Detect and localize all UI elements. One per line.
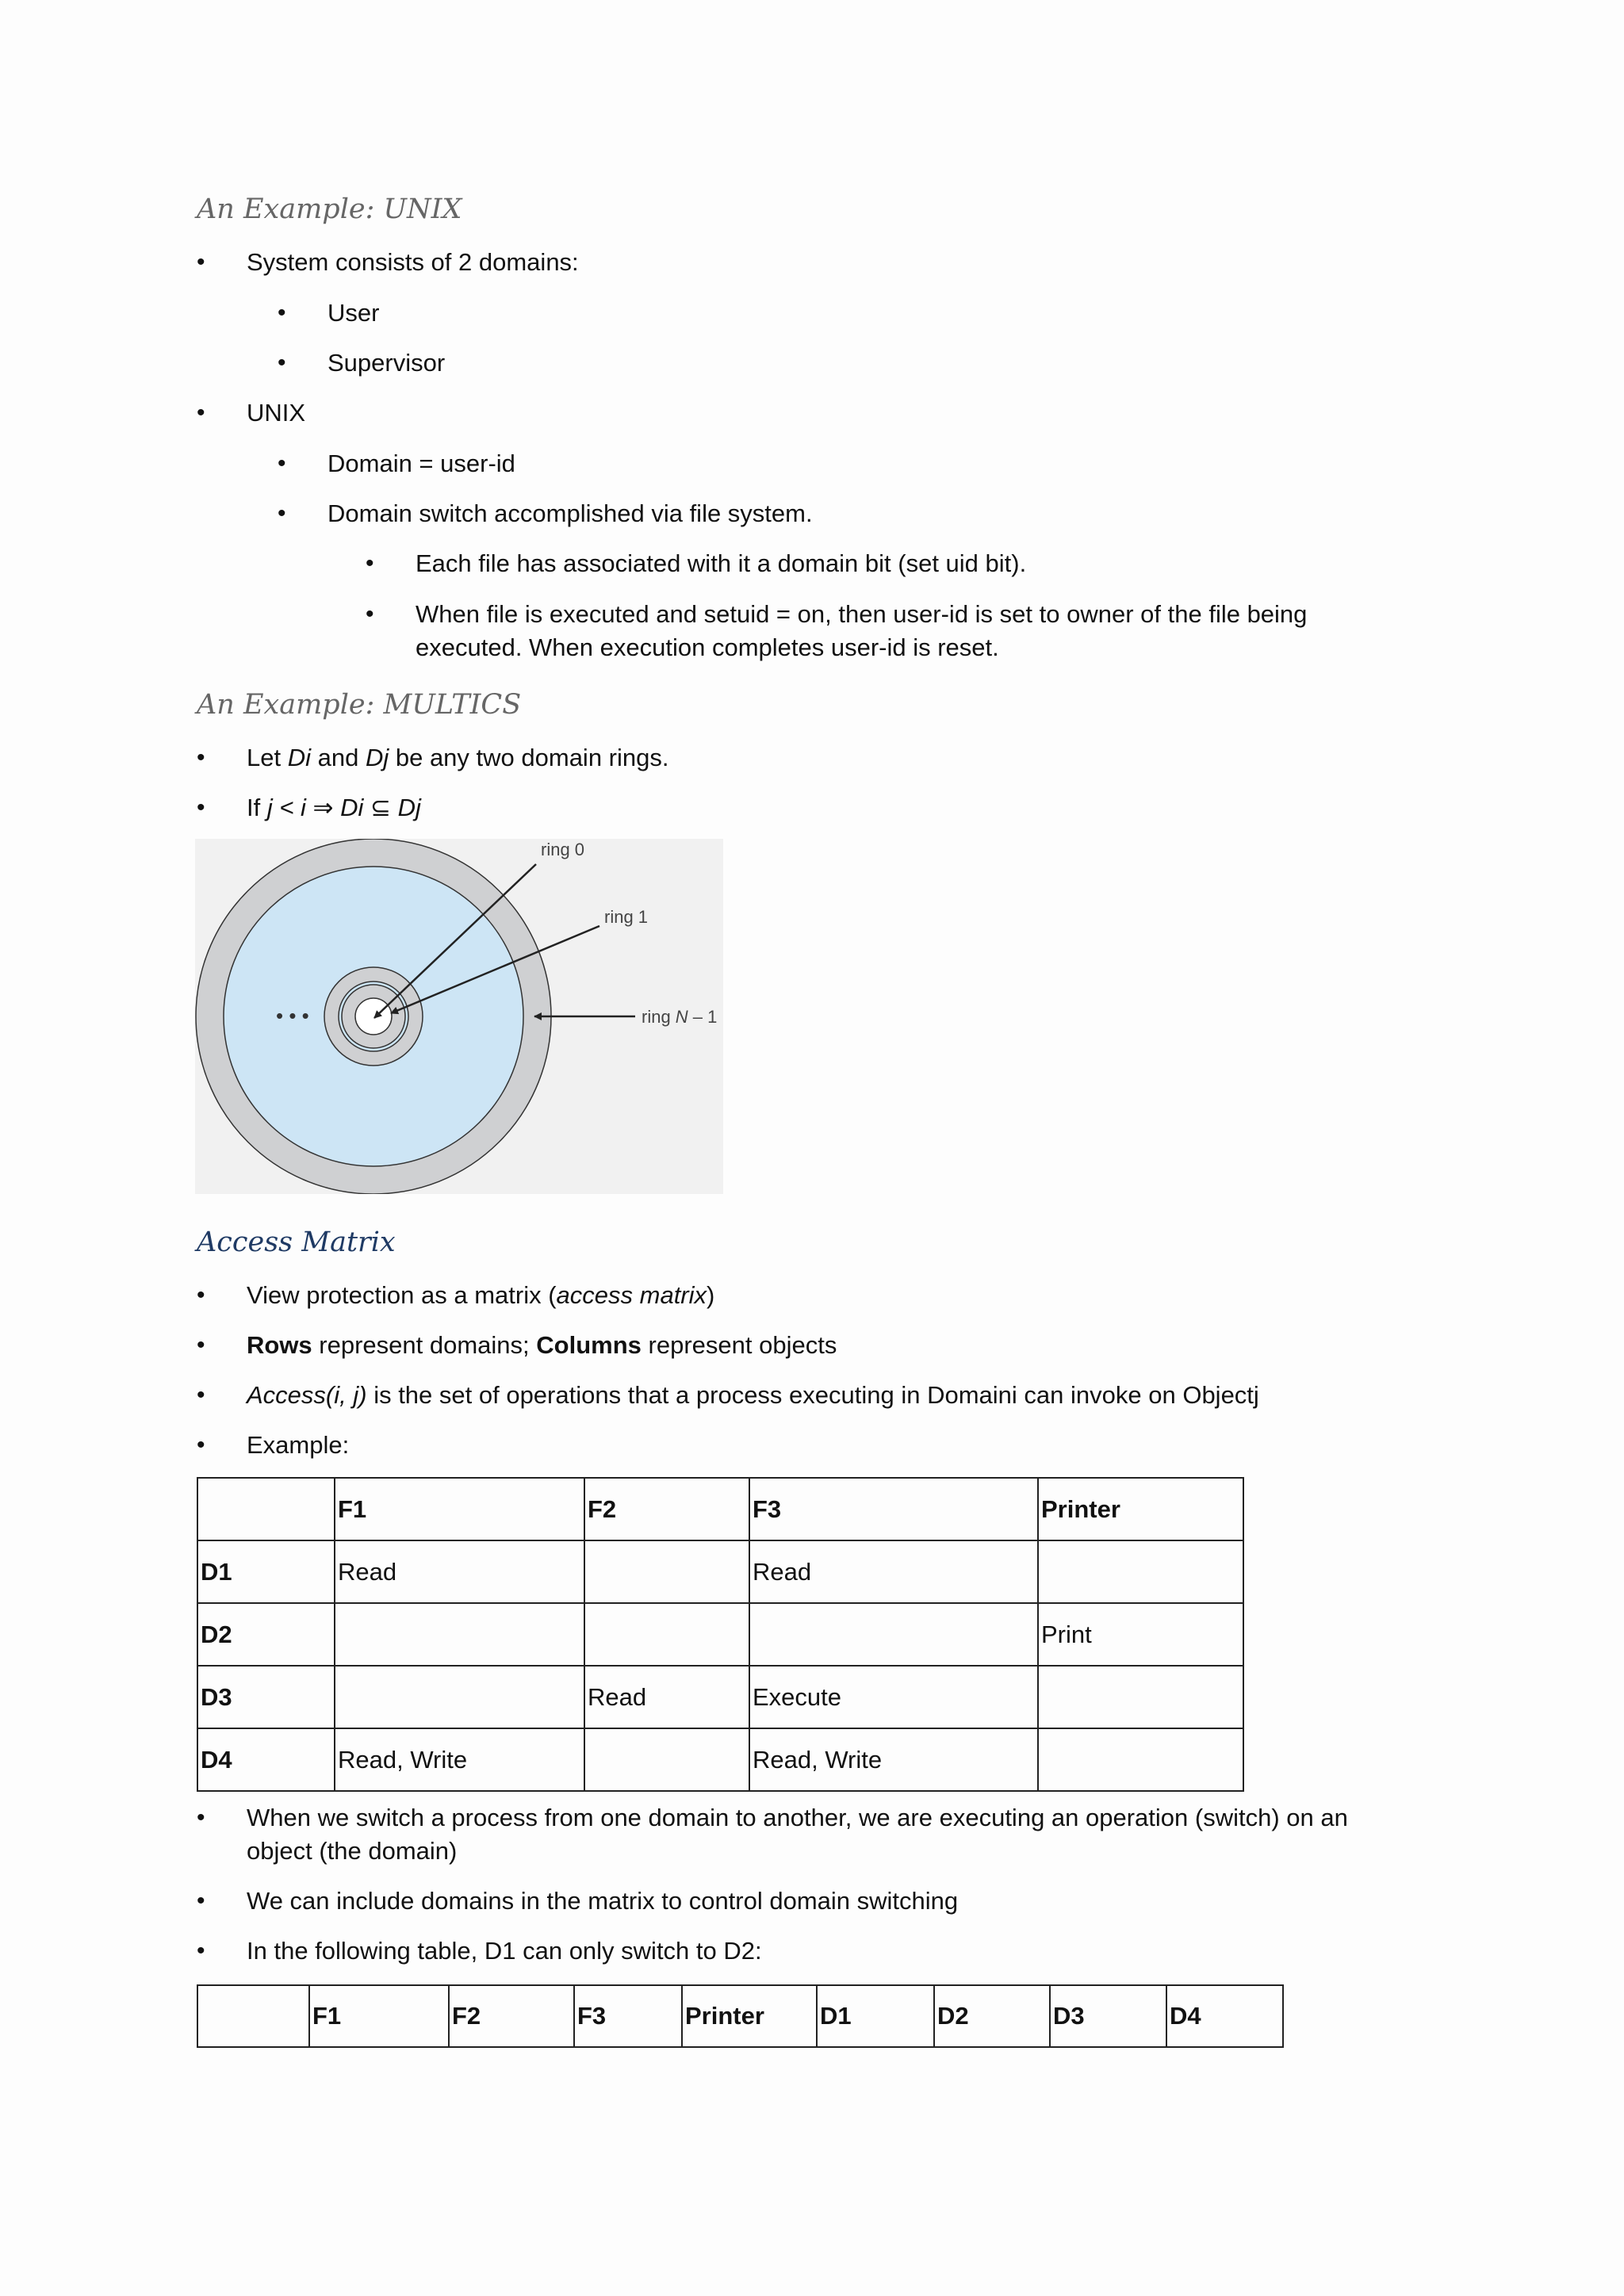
table-cell bbox=[749, 1603, 1038, 1666]
list-item: Domain switch accomplished via file system. bbox=[327, 499, 813, 527]
bullet: • bbox=[197, 1332, 205, 1358]
table-cell bbox=[584, 1540, 749, 1603]
text-columns: Columns bbox=[536, 1331, 642, 1359]
bullet: • bbox=[197, 1382, 205, 1408]
bullet: • bbox=[197, 744, 205, 771]
table-header-cell: F1 bbox=[309, 1985, 449, 2047]
table-header-cell: Printer bbox=[682, 1985, 817, 2047]
bullet: • bbox=[278, 500, 286, 526]
bullet: • bbox=[366, 550, 374, 576]
row-label: D2 bbox=[197, 1603, 335, 1666]
table-cell bbox=[1038, 1666, 1243, 1728]
table-row bbox=[197, 1728, 1243, 1791]
ringN-suffix: – 1 bbox=[688, 1007, 718, 1027]
table-header-row bbox=[197, 1985, 1283, 2047]
text: View protection as a matrix ( bbox=[247, 1281, 557, 1309]
table-cell: Execute bbox=[749, 1666, 1038, 1728]
list-item: When we switch a process from one domain to another, we are executing an operation (switch) on an object (the domain) bbox=[247, 1804, 1348, 1865]
list-item bbox=[247, 1279, 714, 1312]
table-cell bbox=[335, 1603, 584, 1666]
table-cell: Read, Write bbox=[749, 1728, 1038, 1791]
table-header-row bbox=[197, 1478, 1243, 1540]
bullet: • bbox=[366, 601, 374, 627]
formula: j < i ⇒ Di ⊆ Dj bbox=[266, 794, 421, 821]
ringN-var: N bbox=[675, 1007, 688, 1027]
bullet: • bbox=[278, 300, 286, 326]
table-row bbox=[197, 1666, 1243, 1728]
table-header-cell: F2 bbox=[449, 1985, 574, 2047]
text: represent objects bbox=[641, 1331, 837, 1359]
table-header-cell: D2 bbox=[934, 1985, 1050, 2047]
text: is the set of operations that a process executing in Domaini can invoke on Objectj bbox=[366, 1381, 1259, 1409]
table-header-cell: F3 bbox=[574, 1985, 682, 2047]
table-cell: Read bbox=[749, 1540, 1038, 1603]
bullet: • bbox=[197, 1432, 205, 1458]
list-item: Each file has associated with it a domain bit (set uid bit). bbox=[416, 549, 1027, 577]
text: If bbox=[247, 794, 267, 821]
domain-switch-table bbox=[197, 1984, 1284, 2048]
text: represent domains; bbox=[312, 1331, 537, 1359]
list-item bbox=[247, 741, 668, 775]
table-row bbox=[197, 1603, 1243, 1666]
table-header-cell: D1 bbox=[817, 1985, 934, 2047]
table-header-cell: F1 bbox=[335, 1478, 584, 1540]
table-header-cell: F2 bbox=[584, 1478, 749, 1540]
list-item: System consists of 2 domains: bbox=[247, 248, 579, 276]
ring0-core bbox=[355, 998, 392, 1035]
table-cell: Read, Write bbox=[335, 1728, 584, 1791]
text-rows: Rows bbox=[247, 1331, 312, 1359]
list-item bbox=[247, 1329, 837, 1362]
bullet: • bbox=[197, 1888, 205, 1914]
heading-multics: An Example: MULTICS bbox=[197, 689, 522, 721]
bullet: • bbox=[278, 450, 286, 476]
table-cell: Read bbox=[584, 1666, 749, 1728]
access-matrix-table bbox=[197, 1477, 1244, 1792]
table-header-cell: D4 bbox=[1166, 1985, 1283, 2047]
heading-unix: An Example: UNIX bbox=[197, 193, 462, 225]
list-item: UNIX bbox=[247, 399, 306, 427]
bullet: • bbox=[197, 1804, 205, 1831]
text: and bbox=[311, 744, 366, 771]
bullet: • bbox=[278, 350, 286, 376]
table-cell bbox=[584, 1603, 749, 1666]
table-header-cell: D3 bbox=[1050, 1985, 1166, 2047]
bullet: • bbox=[197, 794, 205, 821]
ringN-prefix: ring bbox=[642, 1007, 676, 1027]
table-cell: Print bbox=[1038, 1603, 1243, 1666]
list-item: In the following table, D1 can only switch to D2: bbox=[247, 1937, 762, 1965]
text-di: Di bbox=[287, 744, 311, 771]
ring1-label: ring 1 bbox=[604, 907, 649, 927]
text: be any two domain rings. bbox=[389, 744, 669, 771]
row-label: D4 bbox=[197, 1728, 335, 1791]
text-em: Access(i, j) bbox=[247, 1381, 367, 1409]
ringN-label bbox=[642, 1007, 717, 1027]
table-cell bbox=[335, 1666, 584, 1728]
row-label: D1 bbox=[197, 1540, 335, 1603]
table-cell bbox=[1038, 1728, 1243, 1791]
ring0-label: ring 0 bbox=[541, 840, 585, 859]
table-row bbox=[197, 1540, 1243, 1603]
text-dj: Dj bbox=[365, 744, 389, 771]
table-cell: Read bbox=[335, 1540, 584, 1603]
text: Let bbox=[247, 744, 288, 771]
bullet: • bbox=[197, 1938, 205, 1964]
table-header-cell bbox=[197, 1985, 309, 2047]
list-item: When file is executed and setuid = on, then user-id is set to owner of the file being executed. When execution completes user-id is reset. bbox=[416, 600, 1308, 661]
table-header-cell bbox=[197, 1478, 335, 1540]
row-label: D3 bbox=[197, 1666, 335, 1728]
heading-access-matrix: Access Matrix bbox=[197, 1226, 396, 1258]
bullet: • bbox=[197, 1282, 205, 1308]
table-cell bbox=[584, 1728, 749, 1791]
list-item: User bbox=[327, 299, 380, 327]
list-item: Domain = user-id bbox=[327, 450, 515, 477]
list-item: We can include domains in the matrix to control domain switching bbox=[247, 1887, 959, 1915]
list-item: Example: bbox=[247, 1431, 350, 1459]
ring-diagram bbox=[195, 839, 723, 1194]
text-em: access matrix bbox=[556, 1281, 707, 1309]
bullet: • bbox=[197, 249, 205, 275]
table-cell bbox=[1038, 1540, 1243, 1603]
list-item bbox=[247, 791, 421, 825]
list-item: Supervisor bbox=[327, 349, 446, 377]
dots-label: • • • bbox=[276, 1004, 309, 1027]
text: ) bbox=[707, 1281, 715, 1309]
table-header-cell: F3 bbox=[749, 1478, 1038, 1540]
bullet: • bbox=[197, 400, 205, 426]
table-header-cell: Printer bbox=[1038, 1478, 1243, 1540]
list-item bbox=[247, 1379, 1259, 1412]
